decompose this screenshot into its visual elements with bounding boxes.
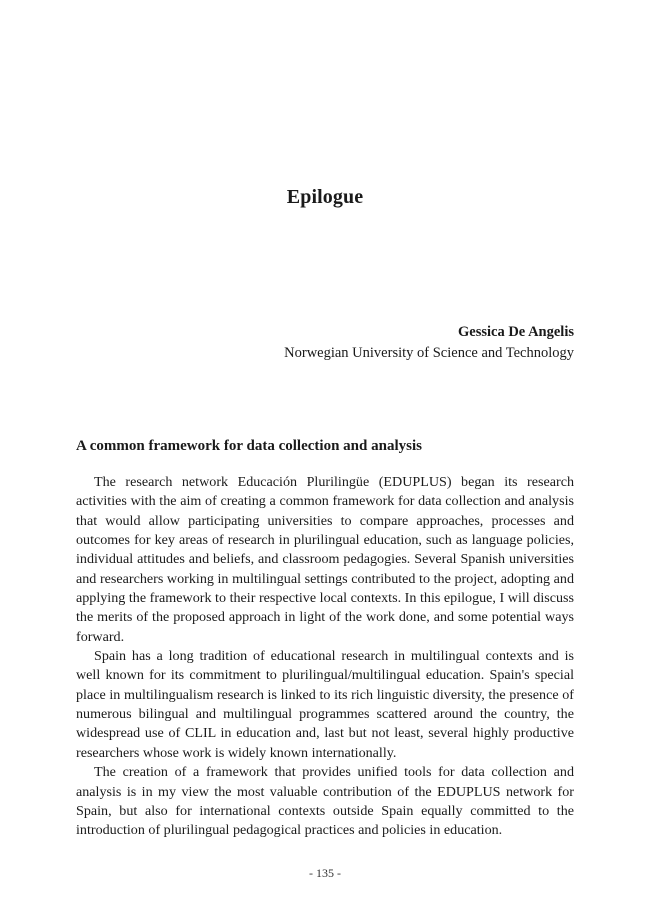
paragraph: The research network Educación Plurilingüe (EDUPLUS) began its research activities with the aim of creating a common framework for data collection and analysis that would allow participating universities to compare approaches, processes and outcomes for key areas of research in plurilingual education, such as language policies, individual attitudes and beliefs, and classroom pedagogies. Several Spanish universities and researchers working in multilingual settings contributed to the project, adopting and applying the framework to their respective local contexts. In this epilogue, I will discuss the merits of the proposed approach in light of the work done, and some potential ways forward. [76,474,574,645]
body-text [76,473,574,841]
author-affiliation: Norwegian University of Science and Technology [284,345,574,361]
section-heading: A common framework for data collection and analysis [76,438,422,454]
author-name: Gessica De Angelis [458,324,574,340]
chapter-title: Epilogue [286,186,364,208]
paragraph: The creation of a framework that provides unified tools for data collection and analysis is in my view the most valuable contribution of the EDUPLUS network for Spain, but also for international contexts outside Spain equally committed to the introduction of plurilingual pedagogical practices and policies in education. [76,764,574,839]
page-number: - 135 - [309,866,341,880]
paragraph: Spain has a long tradition of educational research in multilingual contexts and is well known for its commitment to plurilingual/multilingual education. Spain's special place in multilingualism research is linked to its rich linguistic diversity, the presence of numerous bilingual and multilingual programmes scattered around the country, the widespread use of CLIL in education and, last but not least, several highly productive researchers whose work is widely known internationally. [76,648,574,761]
author-block [284,322,574,364]
